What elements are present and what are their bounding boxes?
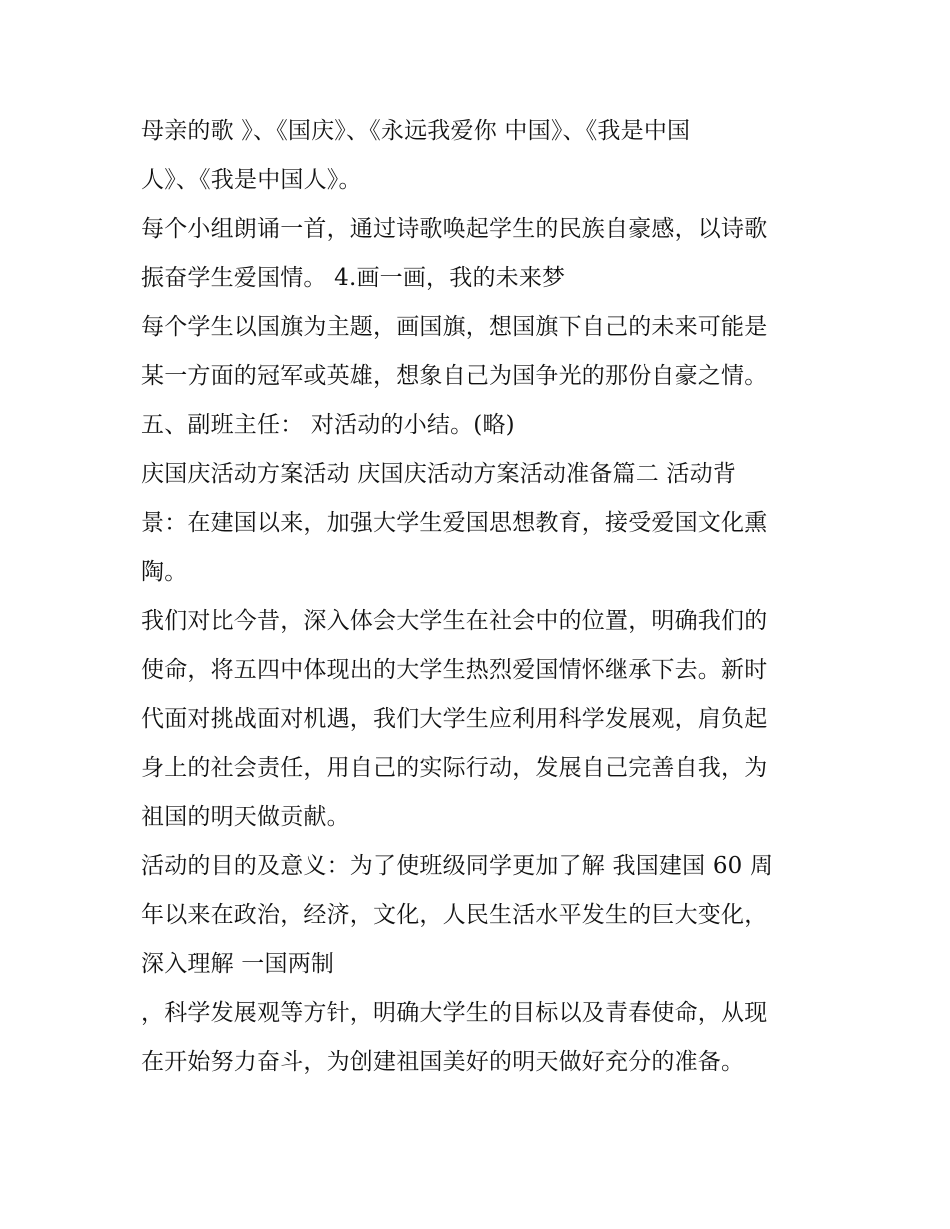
text-line: 景：在建国以来，加强大学生爱国思想教育，接受爱国文化熏 xyxy=(141,510,768,536)
text-line: 在开始努力奋斗，为创建祖国美好的明天做好充分的准备。 xyxy=(141,1049,745,1075)
text-line: 某一方面的冠军或英雄，想象自己为国争光的那份自豪之情。 xyxy=(141,363,768,389)
text-line: 人》、《我是中国人》。 xyxy=(141,167,362,193)
text-line: 活动的目的及意义：为了使班级同学更加了解 我国建国 60 周 xyxy=(141,853,774,879)
text-line: 五、副班主任： 对活动的小结。(略) xyxy=(141,412,515,438)
text-line: 母亲的歌 》、《国庆》、《永远我爱你 中国》、《我是中国 xyxy=(141,118,691,144)
text-line: 身上的社会责任，用自己的实际行动，发展自己完善自我，为 xyxy=(141,755,768,781)
text-line: ，科学发展观等方针，明确大学生的目标以及青春使命，从现 xyxy=(141,1000,768,1026)
text-line: 陶。 xyxy=(141,559,188,585)
text-line: 祖国的明天做贡献。 xyxy=(141,804,350,830)
text-line: 使命，将五四中体现出的大学生热烈爱国情怀继承下去。新时 xyxy=(141,657,768,683)
text-line: 深入理解 一国两制 xyxy=(141,951,335,977)
text-line: 年以来在政治，经济，文化，人民生活水平发生的巨大变化， xyxy=(141,902,768,928)
text-line: 庆国庆活动方案活动 庆国庆活动方案活动准备篇二 活动背 xyxy=(141,461,737,487)
text-line: 每个学生以国旗为主题，画国旗，想国旗下自己的未来可能是 xyxy=(141,314,768,340)
text-line: 振奋学生爱国情。 4.画一画，我的未来梦 xyxy=(141,265,566,291)
document-body xyxy=(141,107,831,1087)
text-line: 每个小组朗诵一首，通过诗歌唤起学生的民族自豪感，以诗歌 xyxy=(141,216,768,242)
text-line: 我们对比今昔，深入体会大学生在社会中的位置，明确我们的 xyxy=(141,608,768,634)
text-line: 代面对挑战面对机遇，我们大学生应利用科学发展观，肩负起 xyxy=(141,706,768,732)
